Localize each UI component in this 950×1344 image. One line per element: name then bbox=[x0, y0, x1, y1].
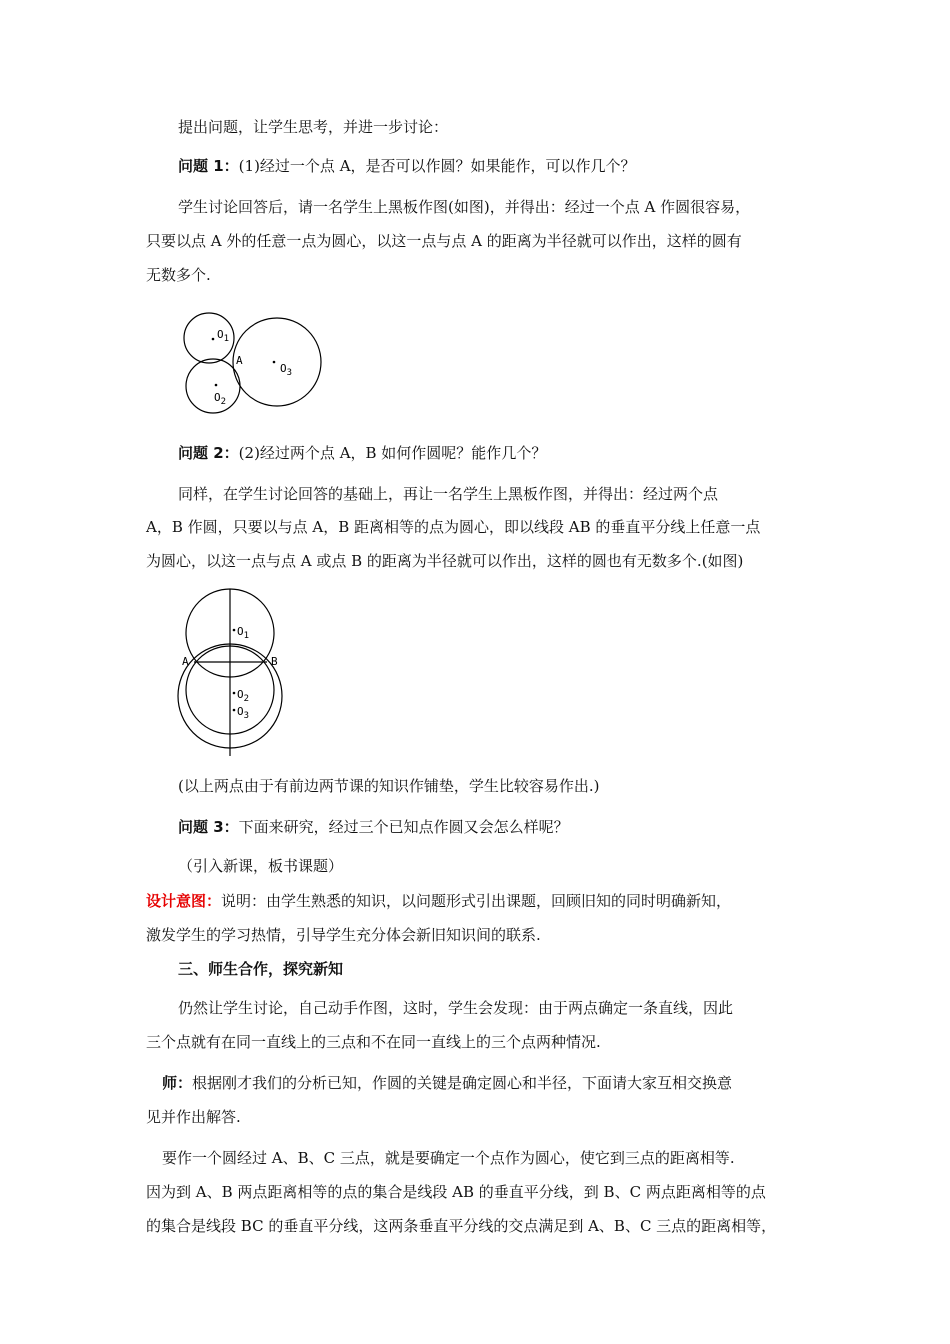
final-line-1: 要作一个圆经过 A、B、C 三点，就是要确定一个点作为圆心，使它到三点的距离相等. bbox=[162, 1149, 735, 1167]
intro-new-lesson: （引入新课，板书课题） bbox=[178, 857, 344, 875]
label-o3: $O_3$ bbox=[237, 705, 250, 721]
label-a: A bbox=[182, 655, 189, 668]
answer-1-line-2: 只要以点 A 外的任意一点为圆心，以这一点与点 A 的距离为半径就可以作出，这样的圆有 bbox=[146, 232, 742, 250]
question-3-text: 下面来研究，经过三个已知点作圆又会怎么样呢？ bbox=[238, 818, 569, 836]
label-o1: $O_1$ bbox=[237, 625, 250, 641]
design-intent-label: 设计意图： bbox=[146, 892, 222, 910]
teacher-line-1 bbox=[162, 1073, 732, 1093]
center-o3-dot bbox=[273, 361, 276, 364]
figure-circles-through-one-point bbox=[176, 306, 336, 430]
design-intent-line-2: 激发学生的学习热情，引导学生充分体会新旧知识间的联系. bbox=[146, 926, 541, 944]
answer-2-line-1: 同样，在学生讨论回答的基础上，再让一名学生上黑板作图，并得出：经过两个点 bbox=[178, 485, 719, 503]
label-o3: $O_3$ bbox=[280, 362, 293, 378]
question-2 bbox=[178, 443, 546, 463]
answer-1-line-3: 无数多个. bbox=[146, 266, 211, 284]
final-line-3: 的集合是线段 BC 的垂直平分线，这两条垂直平分线的交点满足到 A、B、C 三点的距离相等， bbox=[146, 1217, 777, 1235]
design-intent-line-1 bbox=[146, 891, 731, 911]
figure-circles-through-two-points bbox=[172, 586, 292, 760]
answer-2-line-3: 为圆心，以这一点与点 A 或点 B 的距离为半径就可以作出，这样的圆也有无数多个.(如图) bbox=[146, 552, 744, 570]
circle-o2 bbox=[186, 359, 240, 413]
label-o1: $O_1$ bbox=[217, 328, 230, 344]
center-o1-dot bbox=[233, 629, 236, 632]
question-3 bbox=[178, 817, 569, 837]
design-intent-text: 说明：由学生熟悉的知识，以问题形式引出课题，回顾旧知的同时明确新知， bbox=[221, 892, 732, 910]
teacher-text: 根据刚才我们的分析已知，作圆的关键是确定圆心和半径，下面请大家互相交换意 bbox=[192, 1074, 733, 1092]
answer-1-line-1: 学生讨论回答后，请一名学生上黑板作图(如图)，并得出：经过一个点 A 作圆很容易， bbox=[178, 198, 751, 216]
circle-o3 bbox=[233, 318, 321, 406]
final-line-2: 因为到 A、B 两点距离相等的点的集合是线段 AB 的垂直平分线，到 B、C 两点距离相等的点 bbox=[146, 1183, 766, 1201]
center-o2-dot bbox=[233, 692, 236, 695]
question-3-label: 问题 3： bbox=[178, 818, 239, 836]
discuss-line-1: 仍然让学生讨论，自己动手作图，这时，学生会发现：由于两点确定一条直线，因此 bbox=[178, 999, 734, 1017]
center-o1-dot bbox=[212, 338, 215, 341]
label-o2: $O_2$ bbox=[214, 391, 227, 407]
teacher-label: 师： bbox=[162, 1074, 193, 1092]
label-a: A bbox=[236, 354, 243, 367]
teacher-line-2: 见并作出解答. bbox=[146, 1108, 241, 1126]
question-2-label: 问题 2： bbox=[178, 444, 239, 462]
note-paragraph: (以上两点由于有前边两节课的知识作铺垫，学生比较容易作出.) bbox=[178, 777, 600, 795]
question-1-label: 问题 1： bbox=[178, 157, 239, 175]
label-o2: $O_2$ bbox=[237, 688, 250, 704]
center-o2-dot bbox=[215, 384, 218, 387]
question-2-text: (2)经过两个点 A，B 如何作圆呢？能作几个？ bbox=[238, 444, 547, 462]
question-1-text: (1)经过一个点 A，是否可以作圆？如果能作，可以作几个？ bbox=[238, 157, 636, 175]
discuss-line-2: 三个点就有在同一直线上的三点和不在同一直线上的三个点两种情况. bbox=[146, 1033, 601, 1051]
intro-paragraph: 提出问题，让学生思考，并进一步讨论： bbox=[178, 118, 449, 136]
center-o3-dot bbox=[233, 709, 236, 712]
label-b: B bbox=[271, 655, 278, 668]
answer-2-line-2: A，B 作圆，只要以与点 A，B 距离相等的点为圆心，即以线段 AB 的垂直平分线上任意一点 bbox=[146, 518, 761, 536]
section-heading: 三、师生合作，探究新知 bbox=[178, 960, 344, 978]
question-1 bbox=[178, 156, 636, 176]
